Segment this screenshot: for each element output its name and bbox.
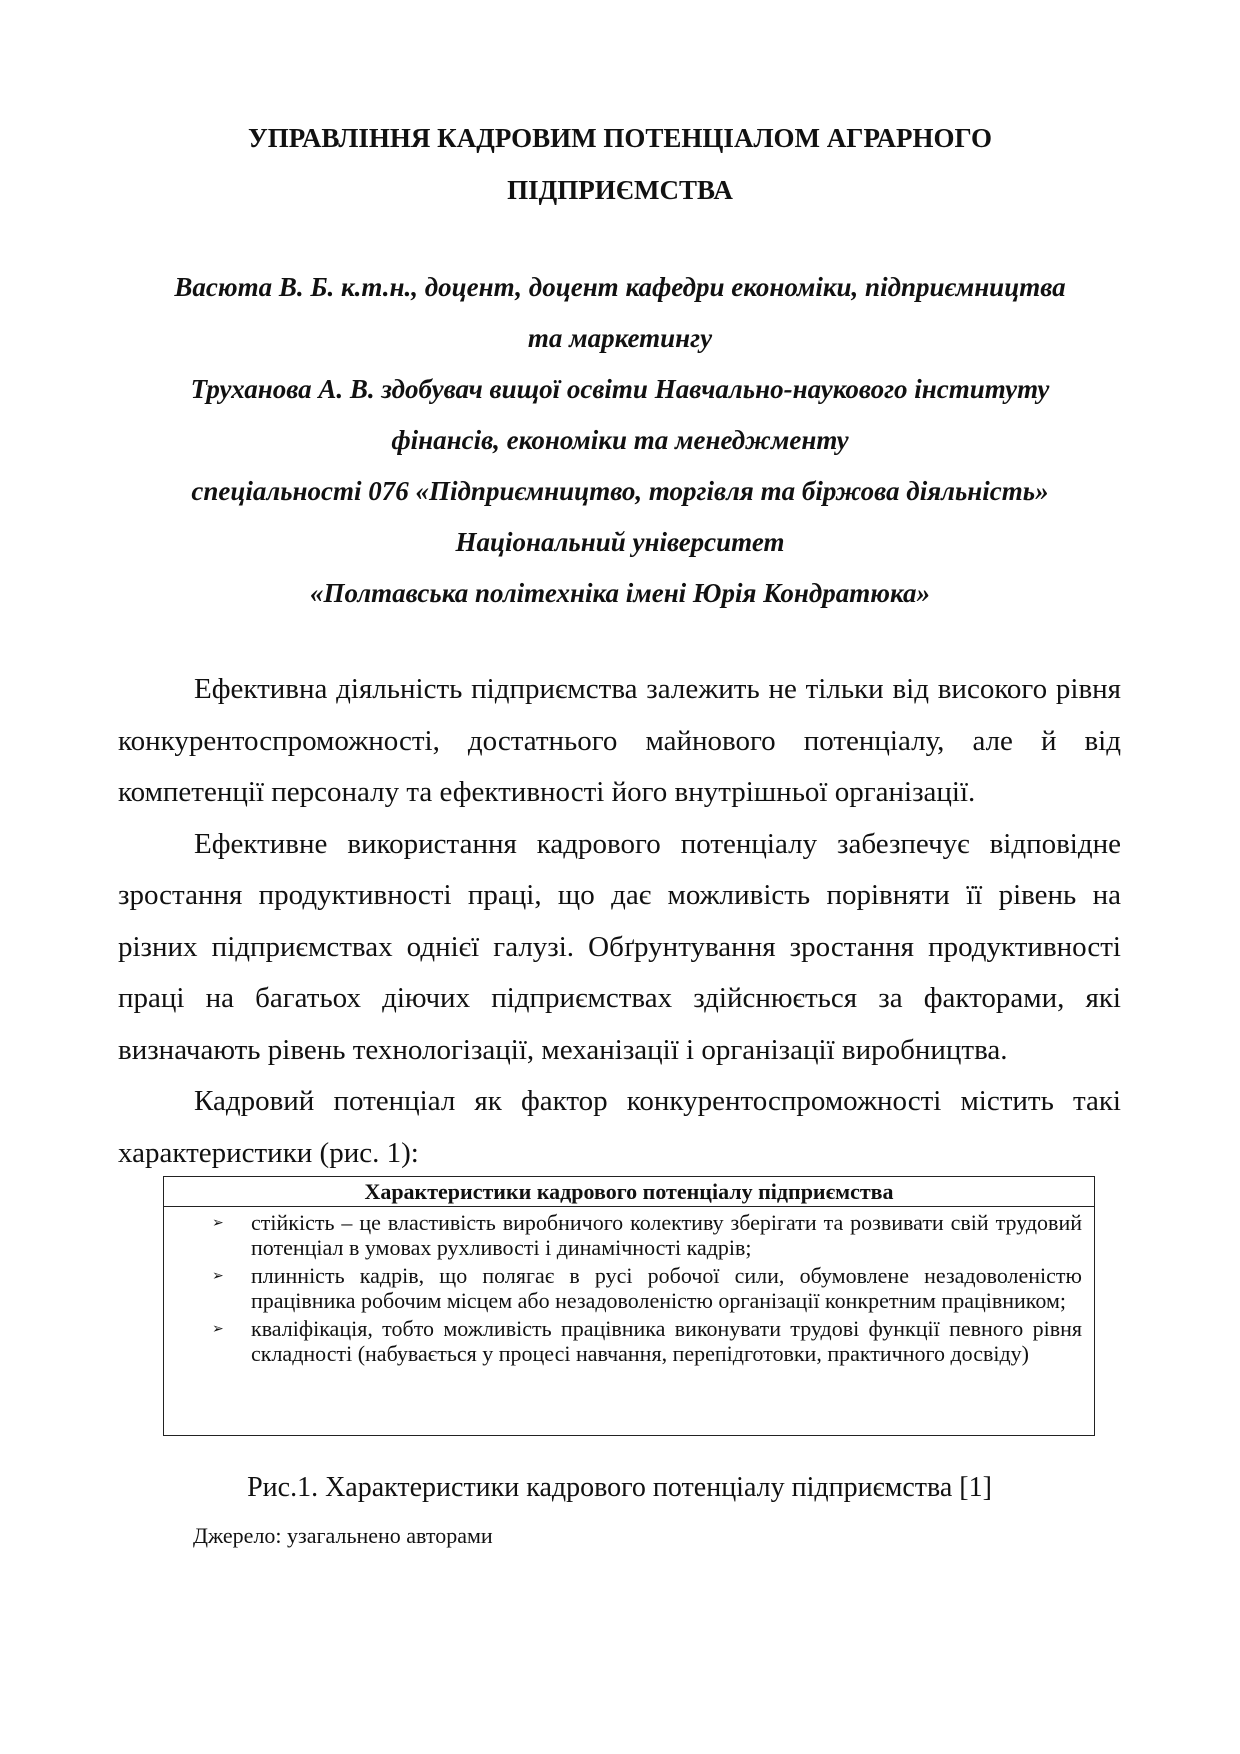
arrow-bullet-icon: ➢ [212, 1215, 224, 1231]
paper-title [150, 112, 1090, 216]
figure-caption: Рис.1. Характеристики кадрового потенціалу підприємства [1] [247, 1472, 992, 1503]
author-line: Труханова А. В. здобувач вищої освіти Навчально-наукового інституту [190, 374, 1050, 404]
list-item-text: кваліфікація, тобто можливість працівника виконувати трудові функції певного рівня складності (набувається у процесі навчання, перепідготовки, практичного досвіду) [251, 1316, 1082, 1366]
title-line-2: ПІДПРИЄМСТВА [507, 175, 733, 205]
figure-source: Джерело: узагальнено авторами [193, 1523, 493, 1548]
author-line: «Полтавська політехніка імені Юрія Кондратюка» [310, 578, 930, 608]
title-line-1: УПРАВЛІННЯ КАДРОВИМ ПОТЕНЦІАЛОМ АГРАРНОГО [247, 123, 993, 153]
list-item [164, 1264, 1082, 1313]
list-item [164, 1211, 1082, 1260]
author-line: та маркетингу [527, 323, 713, 353]
list-item [164, 1317, 1082, 1366]
author-block [130, 262, 1110, 619]
characteristics-list [164, 1207, 1094, 1366]
paragraph: Ефективна діяльність підприємства залежить не тільки від високого рівня конкурентоспроможності, достатнього майнового потенціалу, але й від компетенції персоналу та ефективності його внутрішньої організації. [118, 673, 1121, 808]
list-item-text: стійкість – це властивість виробничого колективу зберігати та розвивати свій трудовий потенціал в умовах рухливості і динамічності кадрів; [251, 1210, 1082, 1260]
figure-box-header: Характеристики кадрового потенціалу підприємства [164, 1177, 1094, 1207]
paragraph: Ефективне використання кадрового потенціалу забезпечує відповідне зростання продуктивності праці, що дає можливість порівняти її рівень на різних підприємствах однієї галузі. Обґрунтування зростання продуктивності праці на багатьох діючих підприємствах здійснюється за факторами, які визначають рівень технологізації, механізації і організації виробництва. [118, 827, 1121, 1066]
body-text [118, 664, 1121, 1179]
paragraph: Кадровий потенціал як фактор конкурентоспроможності містить такі характеристики (рис. 1): [118, 1085, 1121, 1169]
author-line: Васюта В. Б. к.т.н., доцент, доцент кафедри економіки, підприємництва [174, 272, 1066, 302]
author-line: фінансів, економіки та менеджменту [391, 425, 849, 455]
list-item-text: плинність кадрів, що полягає в русі робочої сили, обумовлене незадоволеністю працівника робочим місцем або незадоволеністю організації конкретним працівником; [251, 1263, 1082, 1313]
arrow-bullet-icon: ➢ [212, 1268, 224, 1284]
figure-box [163, 1176, 1095, 1436]
author-line: Національний університет [455, 527, 785, 557]
arrow-bullet-icon: ➢ [212, 1321, 224, 1337]
author-line: спеціальності 076 «Підприємництво, торгівля та біржова діяльність» [191, 476, 1049, 506]
